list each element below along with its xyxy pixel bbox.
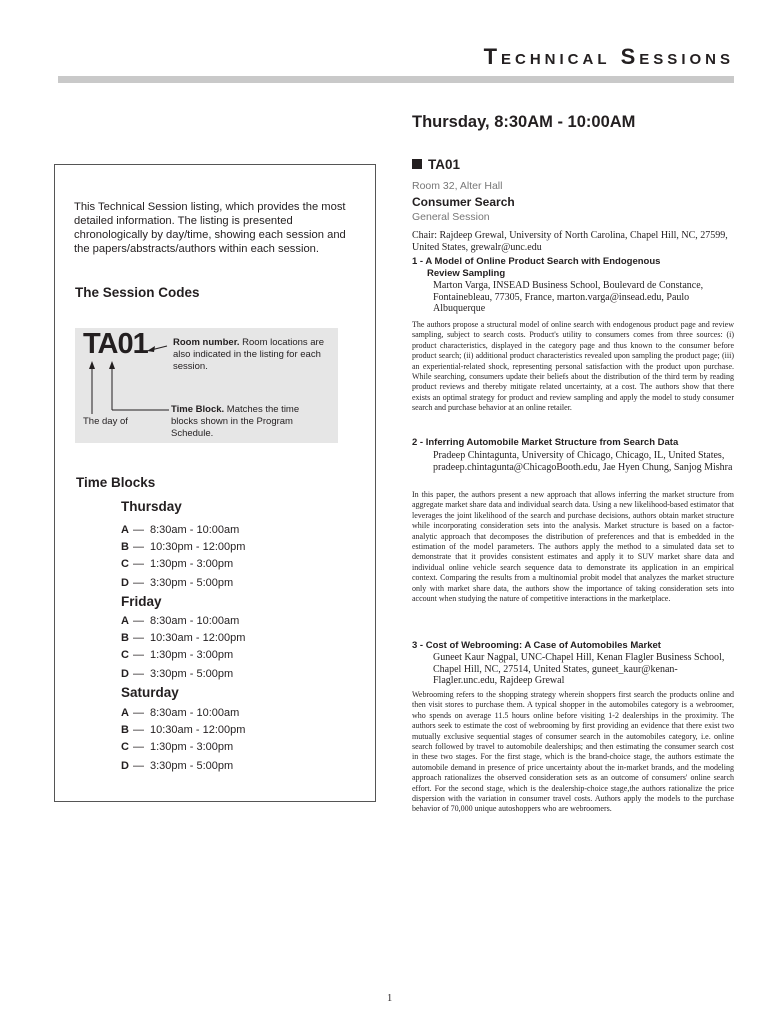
time-slot: B — 10:30am - 12:00pm [121, 724, 246, 736]
paper-abstract: The authors propose a structural model of online search with endogenous product page and review sampling, subject to search costs. Product's utility to consumers comes from three sources: (i) product characteristics, displayed in the category page and thus known to the consumer before product search; (ii) additional product characteristics revealed upon sampling the product page; (iii) an experiential-related shock, representing personal satisfaction with the product upon purchase. While searching, consumers update their beliefs about the distribution of the third term by reading product reviews and thereby mitigate related uncertainty, at a cost. The authors show that there exists an optimal strategy for product and review sampling and apply the model to study consumer search and purchase behavior at an online retailer. [412, 320, 734, 413]
day-heading-saturday: Saturday [121, 685, 179, 700]
time-slot: A — 8:30am - 10:00am [121, 707, 240, 719]
session-code: TA01 [412, 157, 460, 172]
time-slot: A — 8:30am - 10:00am [121, 615, 240, 627]
time-block-note: Time Block. Matches the time blocks shown in the Program Schedule. [171, 404, 300, 439]
day-heading-thursday: Thursday [121, 499, 182, 514]
session-chair: Chair: Rajdeep Grewal, University of North Carolina, Chapel Hill, NC, 27599, United States, grewalr@unc.edu [412, 230, 728, 253]
day-of-note: The day of [83, 416, 128, 427]
paper-authors: Guneet Kaur Nagpal, UNC-Chapel Hill, Kenan Flagler Business School, Chapel Hill, NC, 27514, United States, guneet_kaur@kenan-Flagler.unc.edu, Rajdeep Grewal [433, 652, 725, 686]
time-slot: A — 8:30am - 10:00am [121, 524, 240, 536]
session-room: Room 32, Alter Hall [412, 180, 503, 192]
session-code-diagram [75, 328, 338, 443]
session-title: Consumer Search [412, 195, 515, 209]
paper-title: 2 - Inferring Automobile Market Structure from Search Data [412, 437, 679, 448]
room-number-note: Room number. Room locations are also indicated in the listing for each session. [173, 337, 325, 372]
session-codes-heading: The Session Codes [75, 285, 200, 300]
example-session-code: TA01 [83, 328, 148, 360]
day-heading-friday: Friday [121, 594, 162, 609]
session-time-heading: Thursday, 8:30AM - 10:00AM [412, 113, 636, 131]
time-slot: B — 10:30pm - 12:00pm [121, 541, 246, 553]
paper-authors: Pradeep Chintagunta, University of Chicago, Chicago, IL, United States, pradeep.chintagunta@ChicagoBooth.edu, Jae Hyen Chung, Sanjog Mishra [433, 450, 733, 473]
square-bullet-icon [412, 159, 422, 169]
time-slot: C — 1:30pm - 3:00pm [121, 741, 234, 753]
section-header-title: Technical Sessions [483, 44, 734, 69]
time-slot: C — 1:30pm - 3:00pm [121, 649, 234, 661]
session-type: General Session [412, 211, 490, 223]
time-slot: D — 3:30pm - 5:00pm [121, 577, 234, 589]
paper-authors: Marton Varga, INSEAD Business School, Boulevard de Constance, Fontainebleau, 77305, France, marton.varga@insead.edu, Paulo Albuquerque [433, 280, 704, 314]
legend-intro: This Technical Session listing, which provides the most detailed information. The listing is presented chronologically by day/time, showing each session and the papers/abstracts/authors within each session. [74, 201, 346, 255]
time-slot: D — 3:30pm - 5:00pm [121, 760, 234, 772]
page-number: 1 [387, 993, 393, 1004]
time-slot: B — 10:30am - 12:00pm [121, 632, 246, 644]
time-blocks-heading: Time Blocks [76, 475, 156, 490]
time-slot: D — 3:30pm - 5:00pm [121, 668, 234, 680]
header-rule [58, 76, 734, 83]
legend-box [54, 164, 376, 802]
paper-title: 3 - Cost of Webrooming: A Case of Automobiles Market [412, 640, 661, 651]
paper-title: 1 - A Model of Online Product Search with Endogenous Review Sampling [412, 256, 661, 279]
time-slot: C — 1:30pm - 3:00pm [121, 558, 234, 570]
paper-abstract: In this paper, the authors present a new approach that allows inferring the market structure from aggregate market share data and individual search data. Using a new likelihood-based estimator that leverages the joint likelihood of the search and purchase decisions, authors obtain market structure while incorporating consideration sets into the analysis. Market structure is based on a factor-analytic approach that decomposes the distribution of preferences and that is embedded in the estimation of the model parameters. The authors apply the method to a simulated data set to demonstrate that it provides consistent estimates and apply it to SUV market share data and individual online vehicle search sequence data to demonstrate its application in an empirical context. Comparing the results from a multinomial probit model that analyzes the market structure only with market share data, the authors show the importance of taking consideration sets into account when studying the nature of competitive interactions in the marketplace. [412, 490, 734, 604]
paper-abstract: Webrooming refers to the shopping strategy wherein shoppers first search the products online and then visit stores to purchase them. A typical shopper in the automobiles category is a webroomer, who spends on average 11.5 hours online before visiting 1-2 dealerships in the proximity. The authors seek to estimate the cost of webrooming by first providing an evidence that there exist two mutually exclusive sequential stages of consumer search in the automobiles category, i.e. online search followed by travel to automobile dealerships; and then estimating the consumer search cost in these two stages. For the first stage, which is the brand-choice stage, the authors estimate the automobile demand in presence of price uncertainty about the in-market brands, and the modeling approach rationalizes the observed consideration sets as an outcome of consumers' online search effort. For the second stage, which is the dealership-choice stage,the authors rationalize the price dispersion with the variation in consumer travel costs. Authors apply the models to the purchase behavior of 70,000 unique autoshoppers who are webroomers. [412, 690, 734, 814]
